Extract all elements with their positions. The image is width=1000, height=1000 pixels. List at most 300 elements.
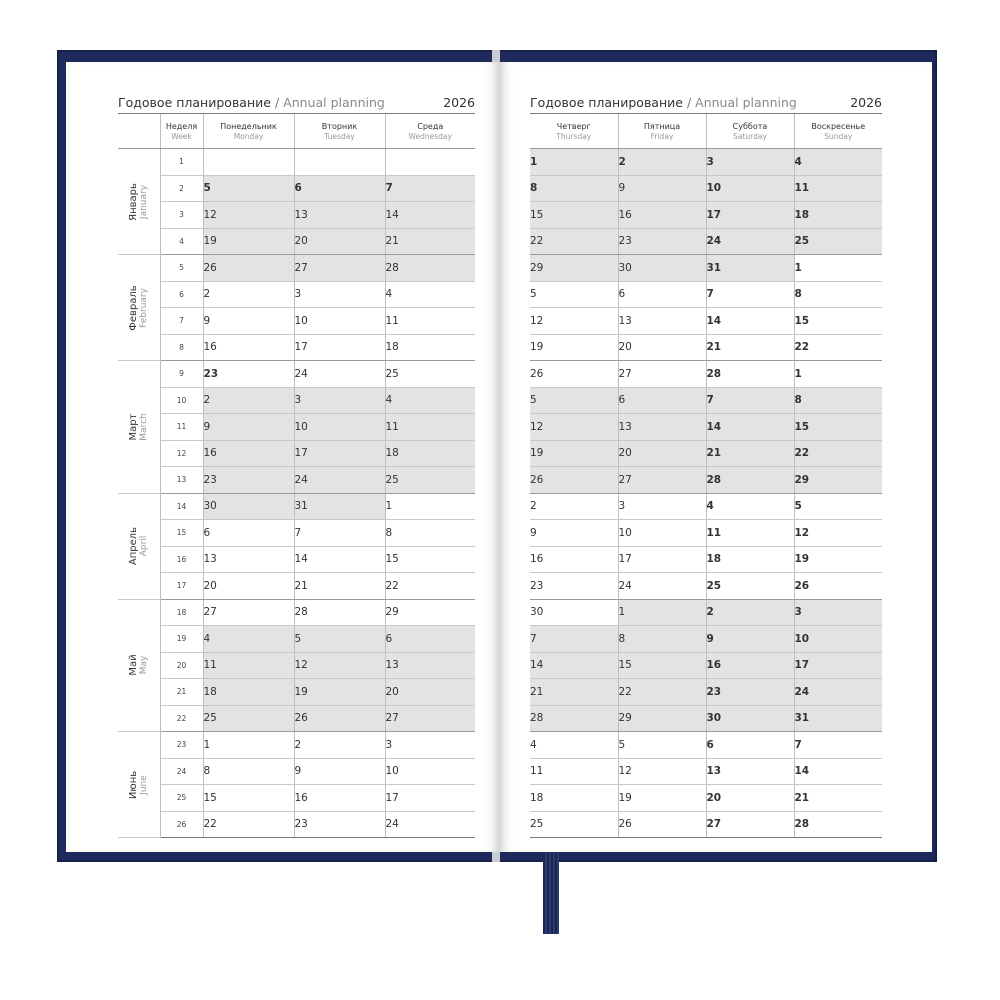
- day-header-ru: Понедельник: [220, 121, 277, 131]
- monday-header: [203, 114, 294, 149]
- day-cell[interactable]: 8: [794, 387, 882, 414]
- day-cell[interactable]: 11: [385, 308, 475, 335]
- week-row: [118, 652, 475, 679]
- day-cell[interactable]: 4: [203, 626, 294, 653]
- day-cell[interactable]: 24: [294, 467, 385, 494]
- day-cell[interactable]: 1: [203, 732, 294, 759]
- week-row: [530, 440, 882, 467]
- day-cell[interactable]: 25: [385, 467, 475, 494]
- day-cell[interactable]: 13: [618, 414, 706, 441]
- week-row: [118, 175, 475, 202]
- day-header-ru: Среда: [417, 121, 444, 131]
- day-cell[interactable]: 11: [203, 652, 294, 679]
- day-header-en: Wednesday: [408, 131, 452, 141]
- day-cell[interactable]: 14: [294, 546, 385, 573]
- day-cell[interactable]: 18: [385, 334, 475, 361]
- week-number: 5: [160, 255, 203, 282]
- left-page: [66, 62, 499, 852]
- week-row: [118, 573, 475, 600]
- week-row: [530, 414, 882, 441]
- week-number: 4: [160, 228, 203, 255]
- right-page: [499, 62, 932, 852]
- day-cell[interactable]: 7: [530, 626, 618, 653]
- day-cell[interactable]: 1: [618, 599, 706, 626]
- day-cell[interactable]: 29: [385, 599, 475, 626]
- day-cell[interactable]: 21: [385, 228, 475, 255]
- day-cell[interactable]: 23: [706, 679, 794, 706]
- day-header-en: Monday: [233, 131, 264, 141]
- month-name-en: January: [138, 184, 149, 219]
- day-cell[interactable]: 27: [203, 599, 294, 626]
- week-number: 25: [160, 785, 203, 812]
- day-cell[interactable]: 15: [618, 652, 706, 679]
- left-calendar-table: [118, 114, 475, 838]
- day-cell[interactable]: 10: [618, 520, 706, 547]
- week-row: [118, 679, 475, 706]
- day-header-en: Thursday: [556, 131, 592, 141]
- day-cell[interactable]: 17: [294, 440, 385, 467]
- day-cell[interactable]: 2: [203, 281, 294, 308]
- day-cell[interactable]: 31: [794, 705, 882, 732]
- day-cell[interactable]: 27: [618, 361, 706, 388]
- day-cell[interactable]: 18: [530, 785, 618, 812]
- week-row: [118, 440, 475, 467]
- day-cell[interactable]: 1: [385, 493, 475, 520]
- day-cell[interactable]: 21: [294, 573, 385, 600]
- week-row: [530, 149, 882, 176]
- month-name-ru: Май: [127, 654, 139, 676]
- day-cell[interactable]: 23: [618, 228, 706, 255]
- day-cell[interactable]: 23: [530, 573, 618, 600]
- bookmark-ribbon[interactable]: [543, 850, 559, 934]
- day-cell[interactable]: 8: [530, 175, 618, 202]
- day-cell[interactable]: 15: [794, 308, 882, 335]
- week-row: [118, 149, 475, 176]
- day-cell[interactable]: 4: [385, 387, 475, 414]
- day-cell[interactable]: 19: [618, 785, 706, 812]
- day-cell[interactable]: 2: [294, 732, 385, 759]
- week-row: [530, 732, 882, 759]
- day-cell[interactable]: 18: [706, 546, 794, 573]
- day-cell[interactable]: 23: [203, 467, 294, 494]
- day-cell[interactable]: 27: [385, 705, 475, 732]
- week-row: [530, 387, 882, 414]
- day-cell[interactable]: 16: [530, 546, 618, 573]
- day-cell[interactable]: 26: [530, 467, 618, 494]
- week-row: [118, 811, 475, 838]
- day-cell[interactable]: 8: [618, 626, 706, 653]
- friday-header: [618, 114, 706, 149]
- day-cell[interactable]: 16: [706, 652, 794, 679]
- day-cell[interactable]: 12: [794, 520, 882, 547]
- day-cell[interactable]: 26: [618, 811, 706, 838]
- day-cell[interactable]: 30: [706, 705, 794, 732]
- day-cell[interactable]: 28: [706, 467, 794, 494]
- day-cell[interactable]: 20: [385, 679, 475, 706]
- day-cell[interactable]: 10: [294, 414, 385, 441]
- day-cell[interactable]: 10: [706, 175, 794, 202]
- week-row: [530, 334, 882, 361]
- day-cell[interactable]: 17: [618, 546, 706, 573]
- day-cell[interactable]: 31: [294, 493, 385, 520]
- month-name-ru: Март: [127, 413, 139, 441]
- day-cell[interactable]: 3: [294, 281, 385, 308]
- day-cell[interactable]: 5: [203, 175, 294, 202]
- day-cell[interactable]: 5: [294, 626, 385, 653]
- day-cell[interactable]: 23: [203, 361, 294, 388]
- day-cell[interactable]: 3: [385, 732, 475, 759]
- day-cell[interactable]: 25: [530, 811, 618, 838]
- day-cell[interactable]: 24: [618, 573, 706, 600]
- day-cell[interactable]: 25: [203, 705, 294, 732]
- month-label: [128, 770, 150, 798]
- day-cell[interactable]: 13: [385, 652, 475, 679]
- week-number: 2: [160, 175, 203, 202]
- week-number: 19: [160, 626, 203, 653]
- right-title-separator: /: [686, 95, 692, 110]
- day-cell[interactable]: 16: [294, 785, 385, 812]
- week-row: [530, 228, 882, 255]
- week-row: [530, 599, 882, 626]
- day-cell[interactable]: 17: [706, 202, 794, 229]
- day-cell[interactable]: 21: [794, 785, 882, 812]
- day-cell[interactable]: 2: [706, 599, 794, 626]
- month-label-cell: [118, 493, 160, 599]
- day-cell[interactable]: 10: [385, 758, 475, 785]
- day-cell[interactable]: 14: [706, 414, 794, 441]
- day-cell[interactable]: 20: [706, 785, 794, 812]
- day-cell[interactable]: 22: [203, 811, 294, 838]
- week-row: [118, 546, 475, 573]
- day-cell[interactable]: 10: [794, 626, 882, 653]
- week-row: [118, 361, 475, 388]
- day-cell[interactable]: 3: [706, 149, 794, 176]
- month-label: [128, 285, 150, 330]
- week-header-en: Week: [171, 131, 192, 141]
- month-name-en: May: [138, 655, 149, 675]
- day-cell[interactable]: [294, 149, 385, 176]
- day-cell[interactable]: 16: [203, 440, 294, 467]
- day-cell[interactable]: 2: [618, 149, 706, 176]
- right-title-ru: Годовое планирование: [530, 95, 683, 110]
- week-row: [118, 705, 475, 732]
- day-cell[interactable]: 8: [794, 281, 882, 308]
- day-cell[interactable]: 20: [618, 440, 706, 467]
- day-cell[interactable]: 29: [618, 705, 706, 732]
- day-cell[interactable]: 22: [530, 228, 618, 255]
- day-cell[interactable]: 17: [385, 785, 475, 812]
- month-label-cell: [118, 732, 160, 838]
- day-cell[interactable]: 19: [294, 679, 385, 706]
- day-cell[interactable]: 28: [706, 361, 794, 388]
- day-cell[interactable]: 6: [706, 732, 794, 759]
- month-label: [128, 183, 150, 221]
- week-header: [160, 114, 203, 149]
- day-cell[interactable]: 7: [706, 387, 794, 414]
- day-cell[interactable]: 11: [706, 520, 794, 547]
- day-cell[interactable]: 4: [530, 732, 618, 759]
- month-name-ru: Февраль: [127, 284, 139, 331]
- week-row: [530, 281, 882, 308]
- week-row: [118, 785, 475, 812]
- day-cell[interactable]: 22: [618, 679, 706, 706]
- day-cell[interactable]: 15: [794, 414, 882, 441]
- week-number: 8: [160, 334, 203, 361]
- day-cell[interactable]: 26: [794, 573, 882, 600]
- week-header-ru: Неделя: [165, 121, 198, 131]
- day-cell[interactable]: 16: [203, 334, 294, 361]
- day-cell[interactable]: 6: [294, 175, 385, 202]
- week-row: [118, 493, 475, 520]
- day-cell[interactable]: 15: [203, 785, 294, 812]
- day-cell[interactable]: 13: [203, 546, 294, 573]
- day-cell[interactable]: 9: [706, 626, 794, 653]
- day-cell[interactable]: 19: [203, 228, 294, 255]
- day-cell[interactable]: 24: [794, 679, 882, 706]
- day-header-en: Friday: [650, 131, 674, 141]
- day-cell[interactable]: 21: [530, 679, 618, 706]
- day-cell[interactable]: 2: [530, 493, 618, 520]
- day-cell[interactable]: 27: [706, 811, 794, 838]
- right-page-header: [530, 95, 882, 114]
- week-row: [530, 652, 882, 679]
- day-cell[interactable]: 10: [294, 308, 385, 335]
- day-cell[interactable]: 30: [618, 255, 706, 282]
- day-header-en: Tuesday: [324, 131, 355, 141]
- day-header-en: Sunday: [824, 131, 853, 141]
- month-label-cell: [118, 149, 160, 255]
- day-cell[interactable]: 30: [203, 493, 294, 520]
- week-number: 20: [160, 652, 203, 679]
- day-cell[interactable]: 5: [530, 387, 618, 414]
- day-cell[interactable]: 4: [385, 281, 475, 308]
- week-number: 21: [160, 679, 203, 706]
- day-cell[interactable]: 6: [203, 520, 294, 547]
- day-cell[interactable]: 12: [530, 308, 618, 335]
- day-cell[interactable]: 11: [385, 414, 475, 441]
- month-label: [128, 527, 150, 565]
- day-cell[interactable]: 30: [530, 599, 618, 626]
- day-cell[interactable]: 14: [706, 308, 794, 335]
- month-label-cell: [118, 599, 160, 732]
- day-cell[interactable]: 8: [385, 520, 475, 547]
- day-cell[interactable]: 14: [794, 758, 882, 785]
- day-cell[interactable]: 19: [530, 334, 618, 361]
- day-cell[interactable]: 7: [294, 520, 385, 547]
- day-header-ru: Четверг: [556, 121, 591, 131]
- day-header-ru: Пятница: [643, 121, 681, 131]
- month-label: [128, 413, 150, 440]
- day-cell[interactable]: 14: [385, 202, 475, 229]
- day-cell[interactable]: 18: [794, 202, 882, 229]
- day-cell[interactable]: 3: [294, 387, 385, 414]
- day-cell[interactable]: [203, 149, 294, 176]
- week-row: [530, 493, 882, 520]
- day-cell[interactable]: 24: [385, 811, 475, 838]
- week-number: 17: [160, 573, 203, 600]
- week-row: [530, 520, 882, 547]
- right-header-row: [530, 114, 882, 149]
- week-number: 15: [160, 520, 203, 547]
- day-cell[interactable]: 9: [618, 175, 706, 202]
- day-cell[interactable]: 1: [794, 361, 882, 388]
- day-cell[interactable]: 21: [706, 334, 794, 361]
- day-cell[interactable]: 28: [530, 705, 618, 732]
- day-header-ru: Вторник: [321, 121, 358, 131]
- sunday-header: [794, 114, 882, 149]
- day-cell[interactable]: 3: [618, 493, 706, 520]
- day-cell[interactable]: 26: [203, 255, 294, 282]
- day-cell[interactable]: 12: [203, 202, 294, 229]
- week-number: 7: [160, 308, 203, 335]
- day-cell[interactable]: 7: [706, 281, 794, 308]
- month-label: [128, 655, 150, 676]
- week-row: [530, 308, 882, 335]
- week-row: [118, 334, 475, 361]
- day-cell[interactable]: 9: [294, 758, 385, 785]
- day-cell[interactable]: 5: [618, 732, 706, 759]
- day-cell[interactable]: 7: [794, 732, 882, 759]
- week-number: 18: [160, 599, 203, 626]
- week-number: 24: [160, 758, 203, 785]
- day-cell[interactable]: 15: [530, 202, 618, 229]
- month-name-en: February: [138, 287, 149, 328]
- day-cell[interactable]: 1: [794, 255, 882, 282]
- day-header-ru: Суббота: [732, 121, 768, 131]
- day-cell[interactable]: 6: [618, 387, 706, 414]
- month-header-blank: [118, 114, 160, 149]
- wednesday-header: [385, 114, 475, 149]
- day-header-en: Saturday: [733, 131, 767, 141]
- week-row: [530, 361, 882, 388]
- thursday-header: [530, 114, 618, 149]
- week-row: [118, 202, 475, 229]
- day-cell[interactable]: 17: [794, 652, 882, 679]
- day-cell[interactable]: 6: [618, 281, 706, 308]
- day-cell[interactable]: 19: [530, 440, 618, 467]
- day-cell[interactable]: 21: [706, 440, 794, 467]
- month-label-cell: [118, 255, 160, 361]
- day-cell[interactable]: 27: [294, 255, 385, 282]
- day-cell[interactable]: 9: [530, 520, 618, 547]
- week-row: [530, 202, 882, 229]
- day-cell[interactable]: 5: [794, 493, 882, 520]
- day-cell[interactable]: 12: [294, 652, 385, 679]
- day-cell[interactable]: 16: [618, 202, 706, 229]
- day-cell[interactable]: 27: [618, 467, 706, 494]
- left-year: 2026: [443, 95, 475, 110]
- day-cell[interactable]: 22: [794, 334, 882, 361]
- day-cell[interactable]: 28: [385, 255, 475, 282]
- day-cell[interactable]: 25: [794, 228, 882, 255]
- day-cell[interactable]: 15: [385, 546, 475, 573]
- day-cell[interactable]: 4: [794, 149, 882, 176]
- week-number: 16: [160, 546, 203, 573]
- right-year: 2026: [850, 95, 882, 110]
- day-cell[interactable]: 20: [618, 334, 706, 361]
- day-cell[interactable]: 29: [794, 467, 882, 494]
- day-cell[interactable]: 11: [794, 175, 882, 202]
- day-cell[interactable]: 29: [530, 255, 618, 282]
- day-cell[interactable]: 11: [530, 758, 618, 785]
- month-name-en: April: [138, 535, 149, 557]
- week-row: [118, 387, 475, 414]
- week-row: [530, 573, 882, 600]
- week-number: 6: [160, 281, 203, 308]
- week-number: 22: [160, 705, 203, 732]
- day-cell[interactable]: 17: [294, 334, 385, 361]
- day-cell[interactable]: 31: [706, 255, 794, 282]
- day-cell[interactable]: 13: [706, 758, 794, 785]
- day-cell[interactable]: 8: [203, 758, 294, 785]
- tuesday-header: [294, 114, 385, 149]
- week-row: [530, 679, 882, 706]
- left-title-en: Annual planning: [283, 95, 385, 110]
- day-cell[interactable]: 3: [794, 599, 882, 626]
- day-cell[interactable]: 18: [385, 440, 475, 467]
- week-row: [530, 546, 882, 573]
- right-calendar-table: [530, 114, 882, 838]
- week-row: [118, 520, 475, 547]
- day-cell[interactable]: 22: [794, 440, 882, 467]
- week-row: [118, 732, 475, 759]
- day-cell[interactable]: 13: [618, 308, 706, 335]
- day-cell[interactable]: 24: [294, 361, 385, 388]
- month-name-ru: Июнь: [127, 770, 139, 799]
- day-cell[interactable]: 28: [794, 811, 882, 838]
- week-number: 3: [160, 202, 203, 229]
- day-cell[interactable]: 26: [530, 361, 618, 388]
- day-cell[interactable]: 14: [530, 652, 618, 679]
- day-cell[interactable]: [385, 149, 475, 176]
- day-cell[interactable]: 25: [706, 573, 794, 600]
- day-cell[interactable]: 4: [706, 493, 794, 520]
- day-cell[interactable]: 24: [706, 228, 794, 255]
- week-row: [530, 811, 882, 838]
- day-cell[interactable]: 13: [294, 202, 385, 229]
- day-cell[interactable]: 12: [618, 758, 706, 785]
- week-number: 14: [160, 493, 203, 520]
- week-row: [530, 175, 882, 202]
- day-cell[interactable]: 1: [530, 149, 618, 176]
- week-row: [118, 414, 475, 441]
- week-number: 10: [160, 387, 203, 414]
- day-cell[interactable]: 9: [203, 308, 294, 335]
- day-cell[interactable]: 28: [294, 599, 385, 626]
- day-cell[interactable]: 20: [203, 573, 294, 600]
- day-cell[interactable]: 18: [203, 679, 294, 706]
- week-row: [530, 255, 882, 282]
- day-cell[interactable]: 19: [794, 546, 882, 573]
- day-cell[interactable]: 6: [385, 626, 475, 653]
- day-cell[interactable]: 22: [385, 573, 475, 600]
- day-cell[interactable]: 12: [530, 414, 618, 441]
- day-cell[interactable]: 26: [294, 705, 385, 732]
- day-cell[interactable]: 9: [203, 414, 294, 441]
- week-row: [530, 705, 882, 732]
- month-name-en: June: [138, 774, 149, 795]
- right-title-en: Annual planning: [695, 95, 797, 110]
- day-cell[interactable]: 25: [385, 361, 475, 388]
- day-cell[interactable]: 7: [385, 175, 475, 202]
- week-row: [530, 785, 882, 812]
- day-cell[interactable]: 2: [203, 387, 294, 414]
- day-cell[interactable]: 23: [294, 811, 385, 838]
- week-number: 12: [160, 440, 203, 467]
- day-cell[interactable]: 20: [294, 228, 385, 255]
- day-cell[interactable]: 5: [530, 281, 618, 308]
- week-row: [118, 228, 475, 255]
